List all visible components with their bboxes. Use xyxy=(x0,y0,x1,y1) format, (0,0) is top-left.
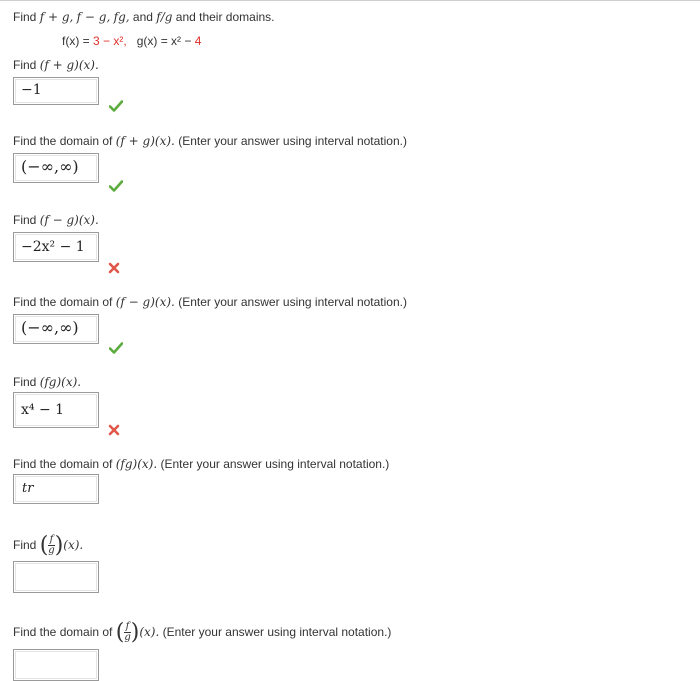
answer-field-6[interactable] xyxy=(13,474,99,504)
question-3-prompt: Find (f − g)(x). xyxy=(13,213,99,227)
answer-6-value: tr xyxy=(22,481,34,496)
answer-field-4[interactable] xyxy=(13,314,99,344)
question-2-prompt: Find the domain of (f + g)(x). (Enter your answer using interval notation.) xyxy=(13,134,407,148)
answer-field-2[interactable] xyxy=(13,153,99,183)
answer-field-1[interactable] xyxy=(13,77,99,105)
question-7-prompt: Find ( $\frac{f}{g}$ )(x). xyxy=(13,532,84,558)
given-functions xyxy=(62,34,201,48)
answer-field-8[interactable] xyxy=(13,649,99,681)
fraction-f-over-g: $\frac{f}{g}$ xyxy=(124,621,131,644)
question-1-prompt: Find (f + g)(x). xyxy=(13,58,99,72)
top-divider xyxy=(0,0,700,1)
check-icon xyxy=(109,180,123,192)
instruction-text: Find f + g, f − g, fg, and f/g and their domains. xyxy=(13,10,275,24)
answer-field-7[interactable] xyxy=(13,561,99,593)
answer-3-value: −2x² − 1 xyxy=(21,239,85,255)
question-6-prompt: Find the domain of (fg)(x). (Enter your answer using interval notation.) xyxy=(13,457,390,471)
answer-5-value: x⁴ − 1 xyxy=(21,402,65,418)
answer-2-value: (−∞,∞) xyxy=(21,157,79,176)
f-value: 3 − x², xyxy=(93,34,127,48)
answer-4-value: (−∞,∞) xyxy=(21,318,79,337)
cross-icon xyxy=(108,262,120,274)
answer-field-5[interactable] xyxy=(13,392,99,428)
f-label: f(x) = xyxy=(62,34,94,48)
answer-field-3[interactable] xyxy=(13,232,99,262)
check-icon xyxy=(109,100,123,112)
question-4-prompt: Find the domain of (f − g)(x). (Enter your answer using interval notation.) xyxy=(13,295,407,309)
check-icon xyxy=(109,342,123,354)
g-value: 4 xyxy=(194,34,202,48)
cross-icon xyxy=(108,424,120,436)
fraction-f-over-g: $\frac{f}{g}$ xyxy=(48,534,55,557)
answer-1-value: −1 xyxy=(21,82,42,98)
question-8-prompt: Find the domain of ( $\frac{f}{g}$ )(x). (Enter your answer using interval notation.) xyxy=(13,619,392,645)
question-5-prompt: Find (fg)(x). xyxy=(13,375,82,389)
g-label: g(x) = x² − xyxy=(136,34,195,48)
